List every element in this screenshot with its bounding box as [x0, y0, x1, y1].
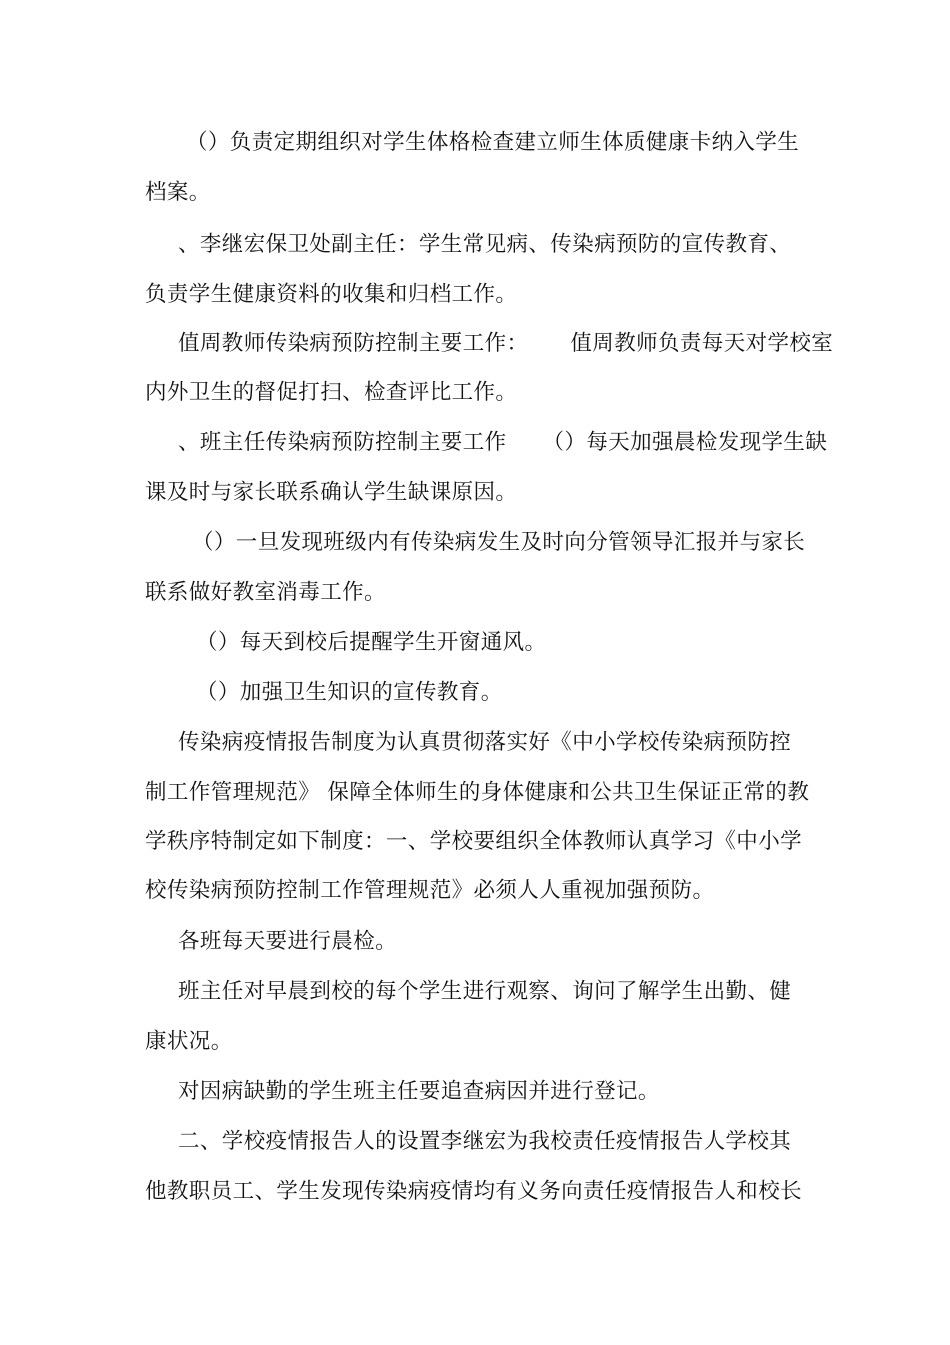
text-line: 康状况。 [145, 1029, 233, 1054]
text-segment: （）每天加强晨检发现学生缺 [542, 430, 828, 455]
text-line: （）一旦发现班级内有传染病发生及时向分管领导汇报并与家长 [192, 530, 806, 555]
text-line: 传染病疫情报告制度为认真贯彻落实好《中小学校传染病预防控 [178, 730, 792, 755]
text-line: （）每天到校后提醒学生开窗通风。 [196, 630, 547, 655]
text-line: 联系做好教室消毒工作。 [145, 580, 386, 605]
text-line: 二、学校疫情报告人的设置李继宏为我校责任疫情报告人学校其 [178, 1129, 792, 1154]
text-segment: 值周教师传染病预防控制主要工作： [178, 331, 529, 356]
text-line: 校传染病预防控制工作管理规范》必须人人重视加强预防。 [145, 878, 715, 903]
text-line: 档案。 [145, 180, 211, 205]
text-line: 他教职员工、学生发现传染病疫情均有义务向责任疫情报告人和校长 [145, 1179, 803, 1204]
text-line: 课及时与家长联系确认学生缺课原因。 [145, 480, 518, 505]
text-line: 制工作管理规范》 保障全体师生的身体健康和公共卫生保证正常的教 [145, 780, 810, 805]
text-line: 内外卫生的督促打扫、检查评比工作。 [145, 380, 518, 405]
text-line: （）加强卫生知识的宣传教育。 [196, 680, 503, 705]
text-line [178, 331, 833, 357]
text-line: 对因病缺勤的学生班主任要追查病因并进行登记。 [178, 1079, 660, 1104]
text-line: 学秩序特制定如下制度：一、学校要组织全体教师认真学习《中小学 [145, 829, 803, 854]
text-line: 各班每天要进行晨检。 [178, 929, 398, 954]
text-segment: 、班主任传染病预防控制主要工作 [178, 430, 507, 455]
text-line: （）负责定期组织对学生体格检查建立师生体质健康卡纳入学生 [186, 130, 800, 155]
text-line: 负责学生健康资料的收集和归档工作。 [145, 282, 518, 307]
text-line: 班主任对早晨到校的每个学生进行观察、询问了解学生出勤、健 [178, 979, 792, 1004]
text-line [178, 430, 827, 456]
text-line: 、李继宏保卫处副主任：学生常见病、传染病预防的宣传教育、 [178, 232, 792, 257]
text-segment: 值周教师负责每天对学校室 [570, 331, 834, 356]
